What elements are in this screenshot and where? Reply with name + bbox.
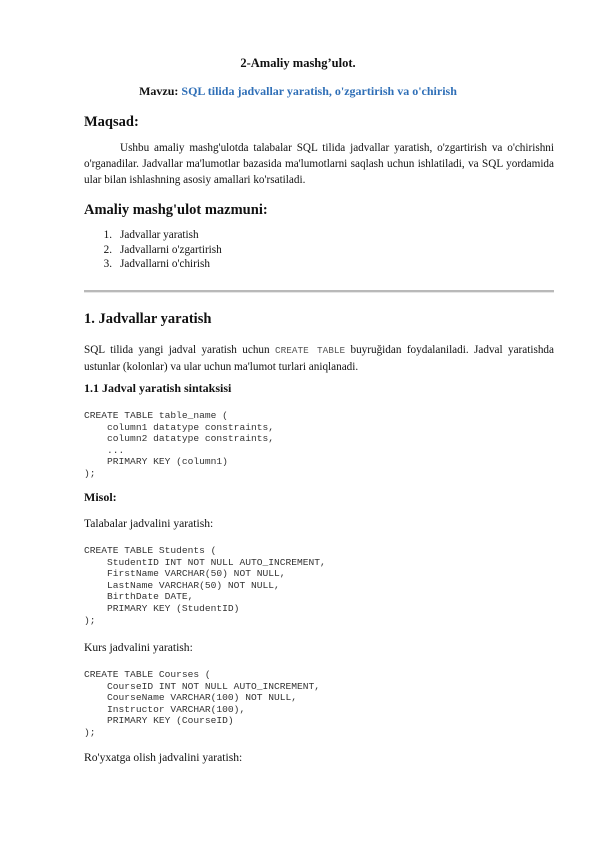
section-intro (84, 342, 554, 375)
list-item-number: 1. (103, 229, 112, 241)
list-item (84, 243, 222, 258)
document-title: 2-Amaliy mashg’ulot. (240, 56, 356, 70)
students-code-block: CREATE TABLE Students ( StudentID INT NOT NULL AUTO_INCREMENT, FirstName VARCHAR(50) NOT NULL, LastName VARCHAR(50) NOT NULL, BirthDate DATE, PRIMARY KEY (StudentID) ); (84, 545, 326, 626)
list-item-number: 3. (103, 258, 112, 270)
syntax-subheading: 1.1 Jadval yaratish sintaksisi (84, 381, 232, 395)
subject-line (0, 84, 596, 99)
list-item-text: Jadvallarni o'zgartirish (120, 243, 222, 256)
courses-label: Kurs jadvalini yaratish: (84, 641, 193, 654)
inline-code: CREATE TABLE (274, 345, 346, 356)
list-item-text: Jadvallar yaratish (120, 229, 199, 241)
intro-text-after: buyruğidan foydalaniladi. Jadval yaratishda ustunlar (kolonlar) va ular uchun ma'lumot turlari aniqlanadi. (84, 344, 554, 373)
example-heading: Misol: (84, 490, 117, 504)
list-item-number: 2. (103, 243, 112, 256)
maqsad-paragraph: Ushbu amaliy mashg'ulotda talabalar SQL tilida jadvallar yaratish, o'zgartirish va o'chirishni o'rganadilar. Jadvallar ma'lumotlar bazasida ma'lumotlarni saqlash uchun ishlatiladi, va SQL yordamida ular bilan ishlashning asosiy amallari ko'rsatiladi. (84, 142, 554, 186)
list-item (84, 257, 222, 272)
syntax-code-block: CREATE TABLE table_name ( column1 datatype constraints, column2 datatype constraints, ... PRIMARY KEY (column1) ); (84, 410, 274, 479)
list-item (84, 228, 222, 243)
section-heading: 1. Jadvallar yaratish (84, 311, 212, 327)
mazmun-list (84, 228, 222, 272)
enrollment-label: Ro'yxatga olish jadvalini yaratish: (84, 751, 243, 764)
mazmun-heading: Amaliy mashg'ulot mazmuni: (84, 202, 268, 218)
maqsad-heading: Maqsad: (84, 114, 139, 130)
students-label: Talabalar jadvalini yaratish: (84, 517, 214, 530)
subject-label: Mavzu: (139, 84, 179, 98)
courses-code-block: CREATE TABLE Courses ( CourseID INT NOT NULL AUTO_INCREMENT, CourseName VARCHAR(100) NOT NULL, Instructor VARCHAR(100), PRIMARY KEY (CourseID) ); (84, 669, 321, 738)
subject-link[interactable]: SQL tilida jadvallar yaratish, o'zgartirish va o'chirish (181, 84, 457, 98)
horizontal-divider (84, 290, 554, 293)
list-item-text: Jadvallarni o'chirish (120, 258, 210, 270)
intro-text-before: SQL tilida yangi jadval yaratish uchun (84, 344, 275, 356)
